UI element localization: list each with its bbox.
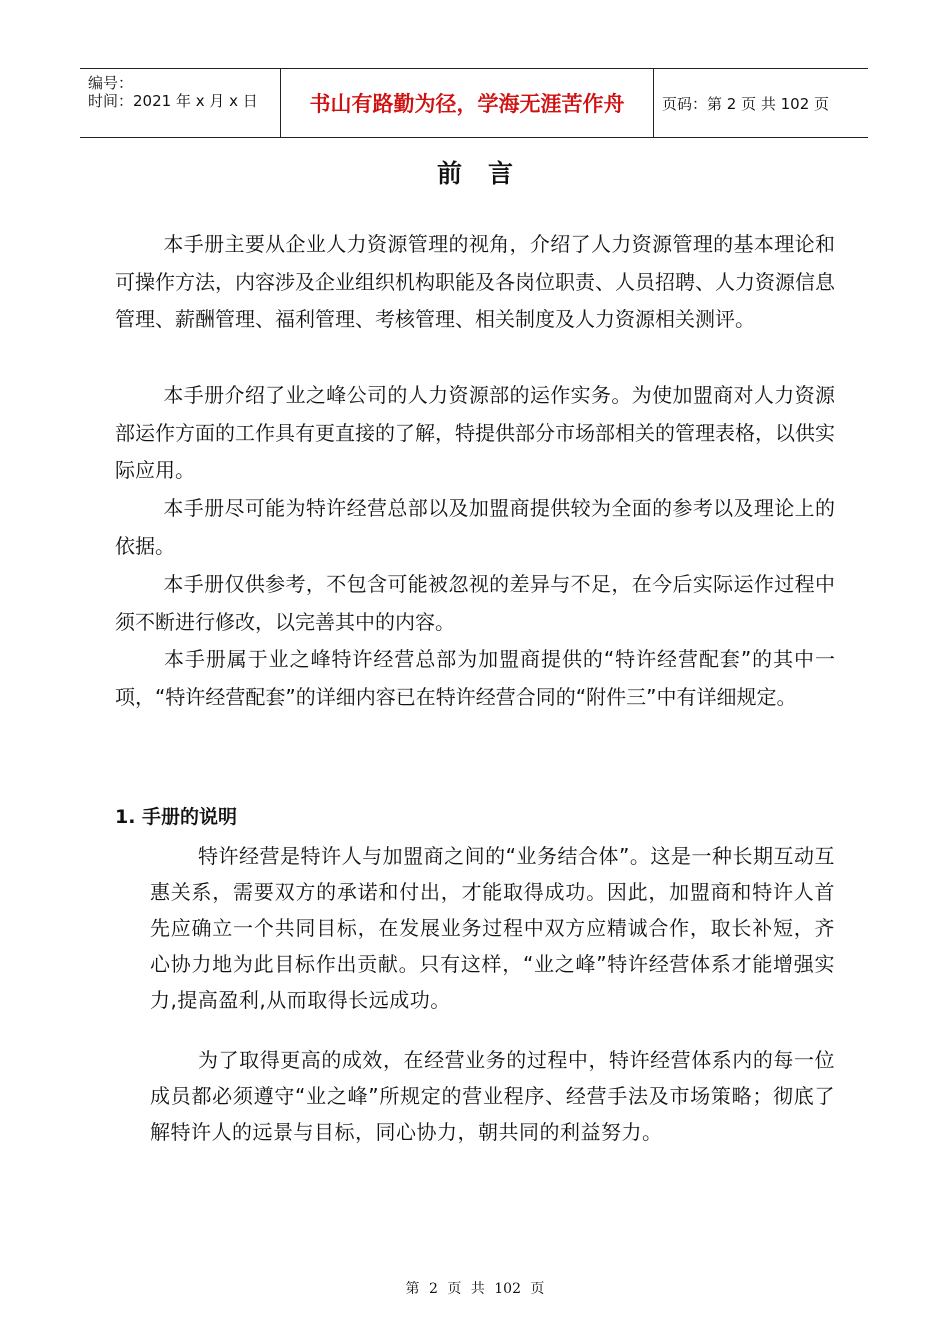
number-label: 编号： bbox=[88, 74, 134, 92]
section-paragraph: 为了取得更高的成效，在经营业务的过程中，特许经营体系内的每一位成员都必须遵守“业之峰”所规定的营业程序、经营手法及市场策略；彻底了解特许人的远景与目标，同心协力，朝共同的利益努力。 bbox=[150, 1048, 835, 1144]
header-page-info: 页码：第 2 页 共 102 页 bbox=[662, 94, 830, 113]
preface-paragraph: 本手册尽可能为特许经营总部以及加盟商提供较为全面的参考以及理论上的依据。 bbox=[115, 496, 835, 558]
section-heading: 1. 手册的说明 bbox=[115, 806, 238, 828]
section-paragraph: 特许经营是特许人与加盟商之间的“业务结合体”。这是一种长期互动互惠关系，需要双方的承诺和付出，才能取得成功。因此，加盟商和特许人首先应确立一个共同目标，在发展业务过程中双方应精诚合作，取长补短，齐心协力地为此目标作出贡献。只有这样，“业之峰”特许经营体系才能增强实力,提高盈利,从而取得长远成功。 bbox=[150, 844, 835, 1012]
preface-paragraph: 本手册仅供参考，不包含可能被忽视的差异与不足，在今后实际运作过程中须不断进行修改，以完善其中的内容。 bbox=[115, 572, 835, 634]
preface-paragraph: 本手册属于业之峰特许经营总部为加盟商提供的“特许经营配套”的其中一项，“特许经营配套”的详细内容已在特许经营合同的“附件三”中有详细规定。 bbox=[115, 647, 835, 709]
page-title: 前言 bbox=[436, 159, 539, 188]
page-footer: 第 2 页 共 102 页 bbox=[405, 1281, 545, 1297]
header-motto: 书山有路勤为径，学海无涯苦作舟 bbox=[281, 69, 654, 137]
date-label: 时间：2021 年 x 月 x 日 bbox=[88, 92, 258, 110]
preface-paragraph: 本手册介绍了业之峰公司的人力资源部的运作实务。为使加盟商对人力资源部运作方面的工作具有更直接的了解，特提供部分市场部相关的管理表格，以供实际应用。 bbox=[115, 383, 835, 482]
preface-paragraph: 本手册主要从企业人力资源管理的视角，介绍了人力资源管理的基本理论和可操作方法，内容涉及企业组织机构职能及各岗位职责、人员招聘、人力资源信息管理、薪酬管理、福利管理、考核管理、相关制度及人力资源相关测评。 bbox=[115, 232, 835, 331]
header-meta-cell bbox=[80, 69, 281, 137]
page-header bbox=[80, 68, 868, 138]
